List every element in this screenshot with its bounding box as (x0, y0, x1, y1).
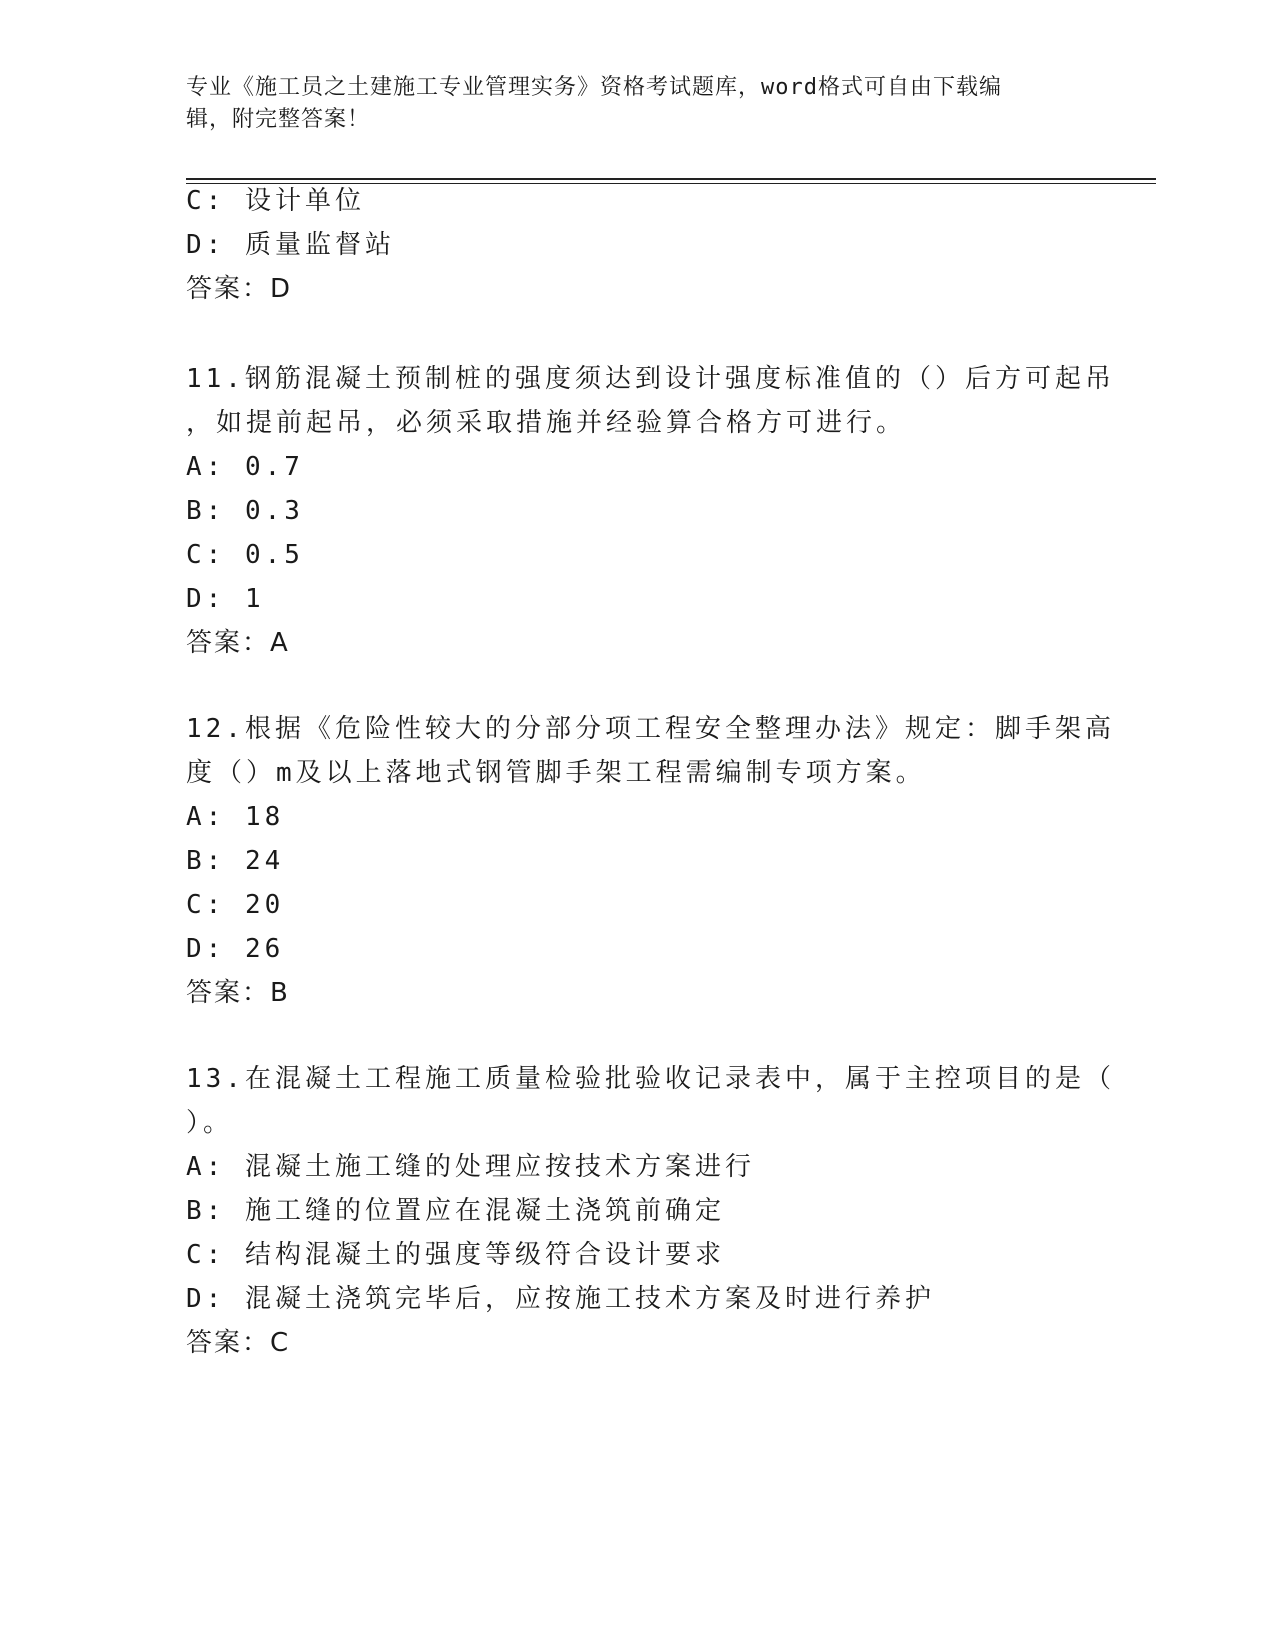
q13-option-a: A: 混凝土施工缝的处理应按技术方案进行 (186, 1152, 755, 1182)
q11-option-c: C: 0.5 (186, 540, 304, 570)
header-rule-thick (186, 178, 1156, 180)
q13-stem-line-2: ）。 (186, 1108, 234, 1138)
q13-option-b: B: 施工缝的位置应在混凝土浇筑前确定 (186, 1196, 725, 1226)
q13-answer: 答案：C (186, 1328, 291, 1358)
prev-option-c: C: 设计单位 (186, 186, 365, 216)
q13-option-d: D: 混凝土浇筑完毕后，应按施工技术方案及时进行养护 (186, 1284, 935, 1314)
q12-option-b: B: 24 (186, 846, 285, 876)
q11-answer: 答案：A (186, 628, 290, 658)
q13-stem-line-1: 13.在混凝土工程施工质量检验批验收记录表中，属于主控项目的是（ (186, 1064, 1115, 1094)
q11-stem-line-1: 11.钢筋混凝土预制桩的强度须达到设计强度标准值的（）后方可起吊 (186, 364, 1115, 394)
prev-answer: 答案：D (186, 274, 293, 304)
q11-option-a: A: 0.7 (186, 452, 304, 482)
q11-option-d: D: 1 (186, 584, 265, 614)
document-header (186, 72, 1066, 136)
q12-stem-line-1: 12.根据《危险性较大的分部分项工程安全整理办法》规定：脚手架高 (186, 714, 1115, 744)
prev-option-d: D: 质量监督站 (186, 230, 395, 260)
q11-option-b: B: 0.3 (186, 496, 304, 526)
q12-stem-line-2: 度（）m及以上落地式钢管脚手架工程需编制专项方案。 (186, 758, 926, 788)
q11-stem-line-2: ，如提前起吊，必须采取措施并经验算合格方可进行。 (186, 408, 907, 438)
header-line-1: 专业《施工员之土建施工专业管理实务》资格考试题库，word格式可自由下载编 (186, 75, 1002, 100)
q12-answer: 答案：B (186, 978, 290, 1008)
q12-option-a: A: 18 (186, 802, 285, 832)
header-line-2: 辑，附完整答案！ (186, 107, 371, 132)
q12-option-c: C: 20 (186, 890, 285, 920)
q12-option-d: D: 26 (186, 934, 285, 964)
q13-option-c: C: 结构混凝土的强度等级符合设计要求 (186, 1240, 725, 1270)
